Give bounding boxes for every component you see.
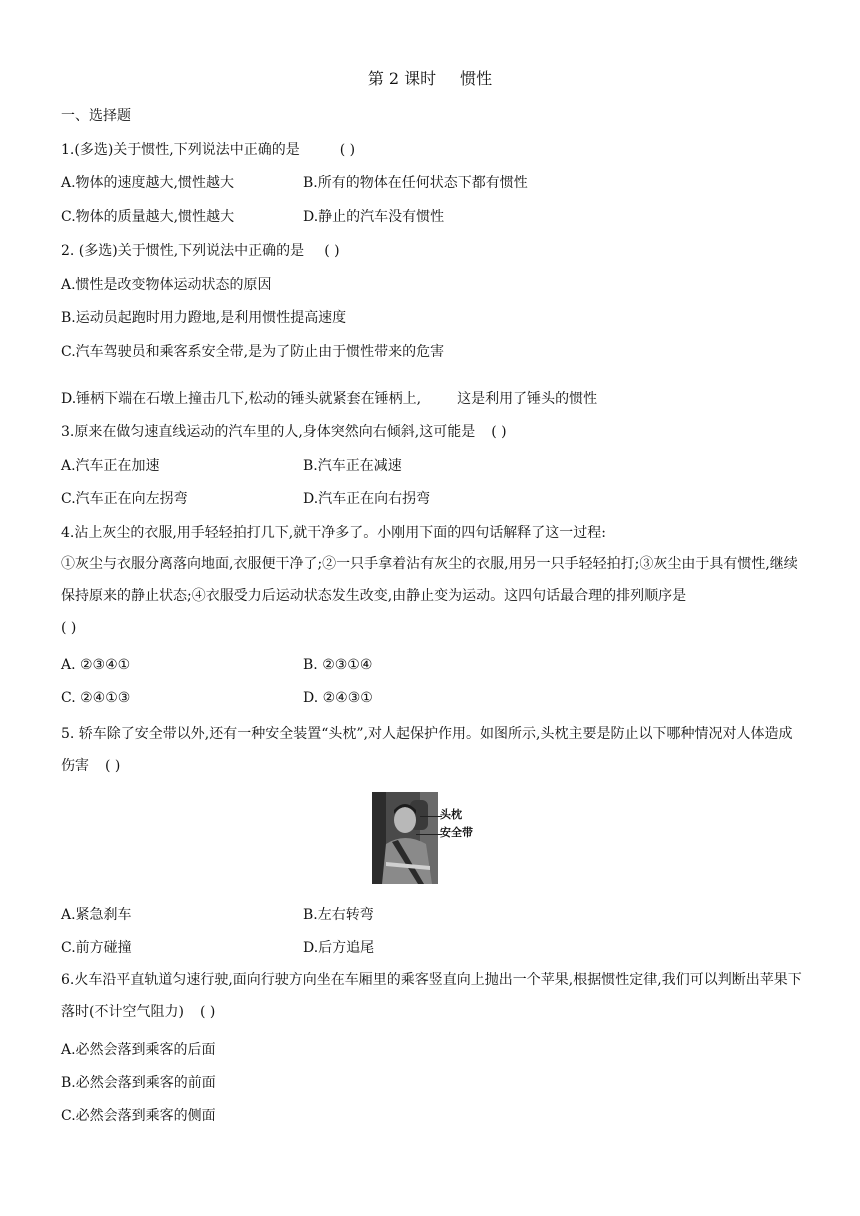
- q4-option-a: A. ②③④①: [61, 657, 131, 673]
- answer-bracket: ( ): [339, 142, 356, 158]
- q5-option-c: C.前方碰撞: [61, 940, 132, 956]
- headrest-leader-line: [420, 816, 442, 817]
- q1-option-b: B.所有的物体在任何状态下都有惯性: [303, 175, 528, 191]
- question-5-stem: [61, 718, 803, 782]
- q2-option-d-part2: 这是利用了锤头的惯性: [457, 391, 598, 407]
- q2-option-d: [61, 388, 597, 408]
- section-heading: 一、选择题: [61, 108, 131, 124]
- q3-option-a: A.汽车正在加速: [61, 458, 160, 474]
- q3-option-d: D.汽车正在向右拐弯: [303, 491, 431, 507]
- question-text: 6.火车沿平直轨道匀速行驶,面向行驶方向坐在车厢里的乘客竖直向上抛出一个苹果,根据惯性定律,我们可以判断出苹果下落时(不计空气阻力): [61, 972, 802, 1020]
- answer-bracket: ( ): [61, 620, 77, 636]
- question-4-body: [61, 548, 803, 644]
- label-headrest: 头枕: [440, 808, 462, 821]
- q5-option-b: B.左右转弯: [303, 907, 374, 923]
- answer-bracket: ( ): [324, 243, 340, 259]
- answer-bracket: ( ): [105, 758, 121, 774]
- q1-option-c: C.物体的质量越大,惯性越大: [61, 209, 235, 225]
- answer-bracket: ( ): [199, 1004, 216, 1020]
- question-1-stem: [61, 139, 355, 159]
- q1-option-a: A.物体的速度越大,惯性越大: [61, 175, 235, 191]
- q3-option-b: B.汽车正在减速: [303, 458, 402, 474]
- question-text: 3.原来在做匀速直线运动的汽车里的人,身体突然向右倾斜,这可能是: [61, 424, 476, 440]
- question-body-text: ①灰尘与衣服分离落向地面,衣服便干净了;②一只手拿着沾有灰尘的衣服,用另一只手轻轻拍打;③灰尘由于具有惯性,继续保持原来的静止状态;④衣服受力后运动状态发生改变,由静止变为运动。这四句话最合理的排列顺序是: [61, 556, 798, 604]
- question-text: 5. 轿车除了安全带以外,还有一种安全装置“头枕”,对人起保护作用。如图所示,头枕主要是防止以下哪种情况对人体造成伤害: [61, 726, 793, 774]
- figure-labels: [440, 806, 473, 842]
- q5-option-a: A.紧急刹车: [61, 907, 132, 923]
- q6-option-c: C.必然会落到乘客的侧面: [61, 1108, 216, 1124]
- question-2-stem: [61, 240, 340, 260]
- lesson-number: 第 2 课时: [367, 69, 437, 88]
- question-4-stem: 4.沾上灰尘的衣服,用手轻轻拍打几下,就干净多了。小刚用下面的四句话解释了这一过程:: [61, 525, 606, 541]
- q2-option-d-part1: D.锤柄下端在石墩上撞击几下,松动的锤头就紧套在锤柄上,: [61, 391, 422, 407]
- belt-leader-line: [416, 834, 442, 835]
- lesson-topic: 惯性: [460, 69, 493, 88]
- question-text: 1.(多选)关于惯性,下列说法中正确的是: [61, 142, 300, 158]
- page-title: [0, 66, 860, 89]
- q4-option-b: B. ②③①④: [303, 657, 373, 673]
- car-seat-photo: [372, 792, 438, 884]
- q1-option-d: D.静止的汽车没有惯性: [303, 209, 445, 225]
- q2-option-a: A.惯性是改变物体运动状态的原因: [61, 277, 272, 293]
- question-text: 2. (多选)关于惯性,下列说法中正确的是: [61, 243, 305, 259]
- q2-option-b: B.运动员起跑时用力蹬地,是利用惯性提高速度: [61, 310, 347, 326]
- q6-option-b: B.必然会落到乘客的前面: [61, 1075, 216, 1091]
- q5-option-d: D.后方追尾: [303, 940, 375, 956]
- q6-option-a: A.必然会落到乘客的后面: [61, 1042, 216, 1058]
- q4-option-c: C. ②④①③: [61, 690, 131, 706]
- label-seatbelt: 安全带: [440, 826, 473, 839]
- q4-option-d: D. ②④③①: [303, 690, 373, 706]
- answer-bracket: ( ): [491, 424, 507, 440]
- q2-option-c: C.汽车驾驶员和乘客系安全带,是为了防止由于惯性带来的危害: [61, 344, 445, 360]
- question-6-stem: [61, 964, 803, 1028]
- q3-option-c: C.汽车正在向左拐弯: [61, 491, 188, 507]
- question-3-stem: [61, 421, 507, 441]
